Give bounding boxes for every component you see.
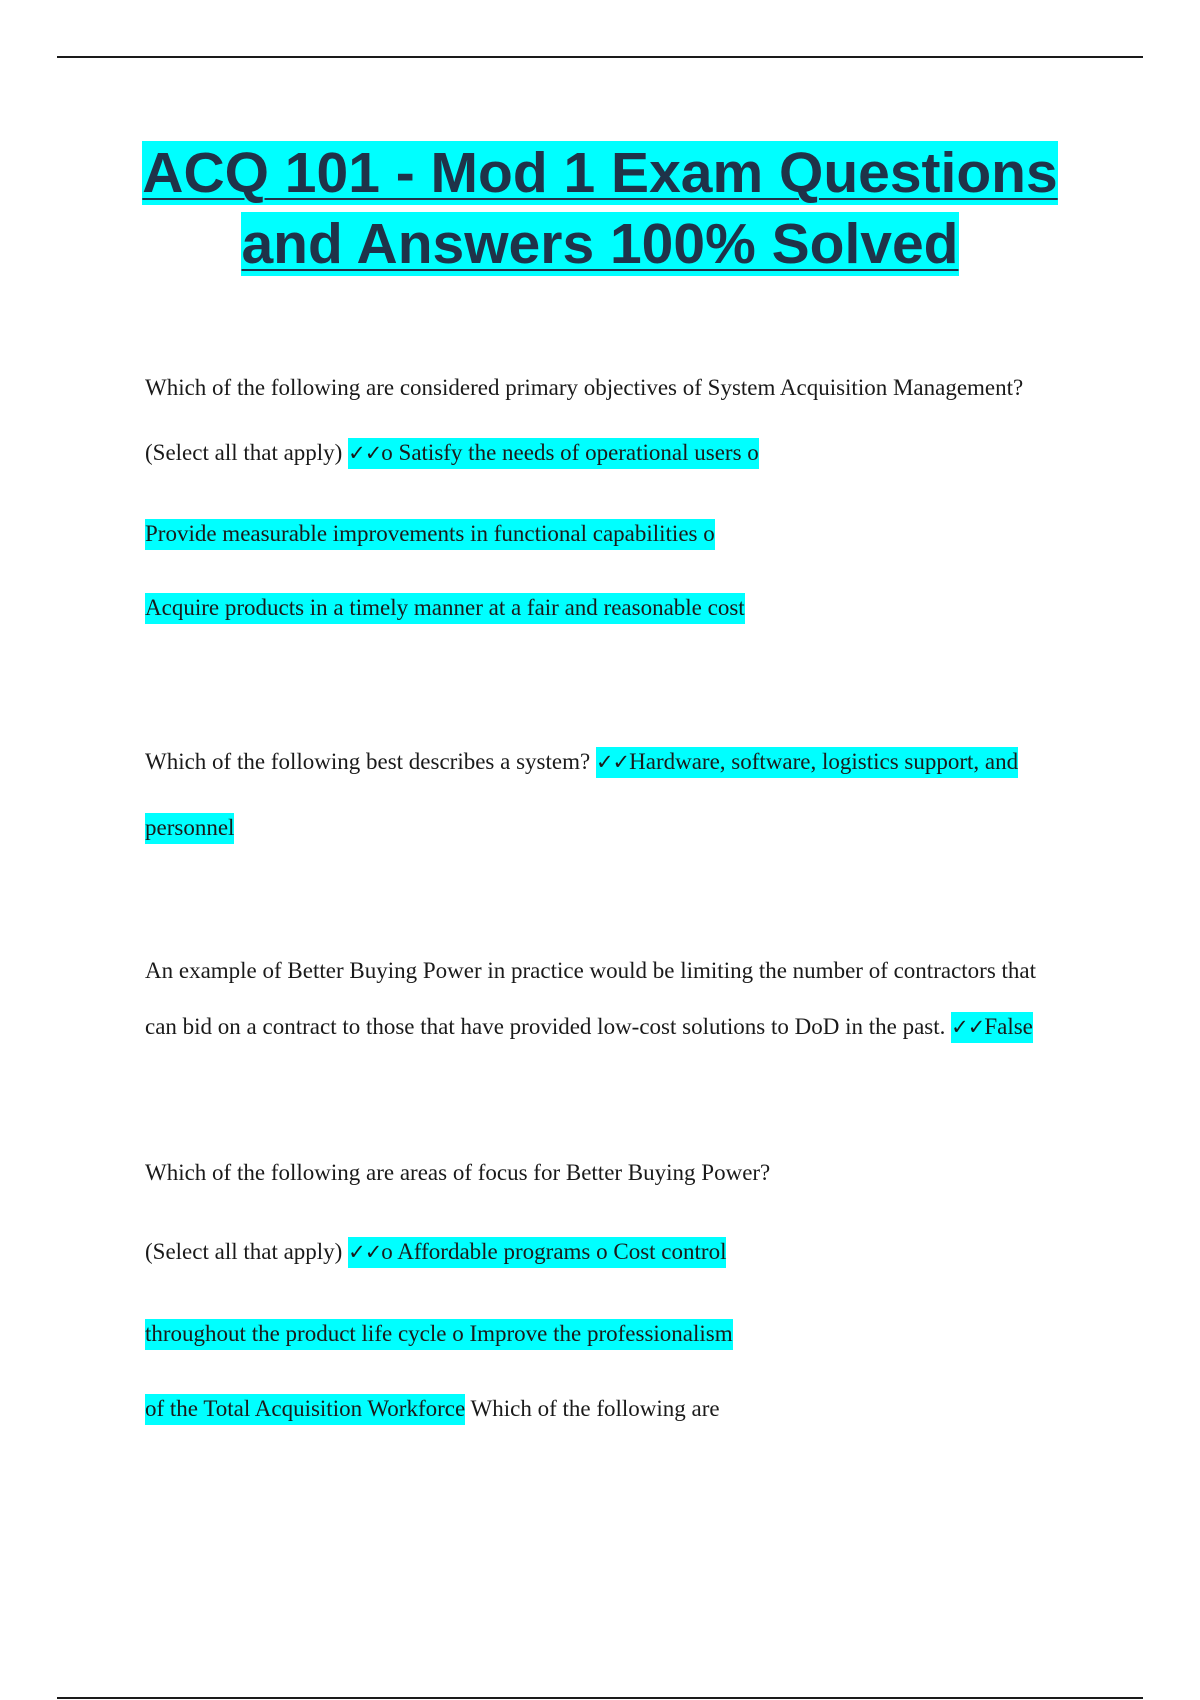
question-text: Which of the following are considered primary objectives of System Acquisition Management?: [145, 375, 1024, 400]
title-line-2: and Answers 100% Solved: [241, 212, 959, 276]
q3-answer-highlight: [951, 1012, 1033, 1043]
answer-text: Provide measurable improvements in functional capabilities o: [145, 519, 715, 550]
q2-question-line: [145, 746, 1018, 778]
question-text: Which of the following best describes a system?: [145, 749, 591, 774]
answer-text: False: [984, 1014, 1033, 1039]
q1-question-line-1: [145, 372, 1023, 404]
answer-text: throughout the product life cycle o Improve the professionalism: [145, 1319, 733, 1350]
double-check-icon: ✓✓: [951, 1015, 985, 1039]
q1-answer-highlight: [348, 438, 759, 469]
title-line-1: ACQ 101 - Mod 1 Exam Questions: [142, 141, 1058, 205]
q1-answer-line-3: [145, 592, 745, 624]
document-title: [0, 138, 1200, 280]
answer-text: personnel: [145, 813, 234, 844]
bottom-rule: [57, 1697, 1143, 1699]
q4-answer-highlight: [348, 1237, 726, 1268]
q4-answer-line-2: [145, 1318, 733, 1350]
question-text: Which of the following are areas of focus for Better Buying Power?: [145, 1160, 771, 1185]
double-check-icon: ✓✓: [595, 750, 630, 774]
q1-answer-line-2: [145, 518, 715, 550]
top-rule: [57, 56, 1143, 58]
answer-text: o Affordable programs o Cost control: [381, 1239, 727, 1264]
answer-text: of the Total Acquisition Workforce: [145, 1394, 465, 1425]
q1-question-line-2: [145, 437, 759, 469]
question-text: can bid on a contract to those that have provided low-cost solutions to DoD in the past.: [145, 1014, 946, 1039]
q4-answer-line-3: [145, 1393, 720, 1425]
q4-question-line-2: [145, 1236, 726, 1268]
double-check-icon: ✓✓: [348, 441, 382, 465]
question-text: (Select all that apply): [145, 440, 343, 465]
q3-question-line-1: [145, 955, 1036, 987]
answer-text: Hardware, software, logistics support, and: [629, 749, 1019, 774]
question-text: (Select all that apply): [145, 1239, 343, 1264]
q2-answer-highlight: [596, 747, 1018, 778]
question-text: An example of Better Buying Power in practice would be limiting the number of contractors that: [145, 958, 1037, 983]
q2-answer-line-2: [145, 812, 234, 844]
next-question-text: Which of the following are: [470, 1396, 720, 1421]
answer-text: Acquire products in a timely manner at a fair and reasonable cost: [145, 593, 745, 624]
q4-question-line-1: [145, 1157, 770, 1189]
double-check-icon: ✓✓: [348, 1240, 382, 1264]
q3-question-line-2: [145, 1011, 1033, 1043]
answer-text: o Satisfy the needs of operational users o: [381, 440, 759, 465]
